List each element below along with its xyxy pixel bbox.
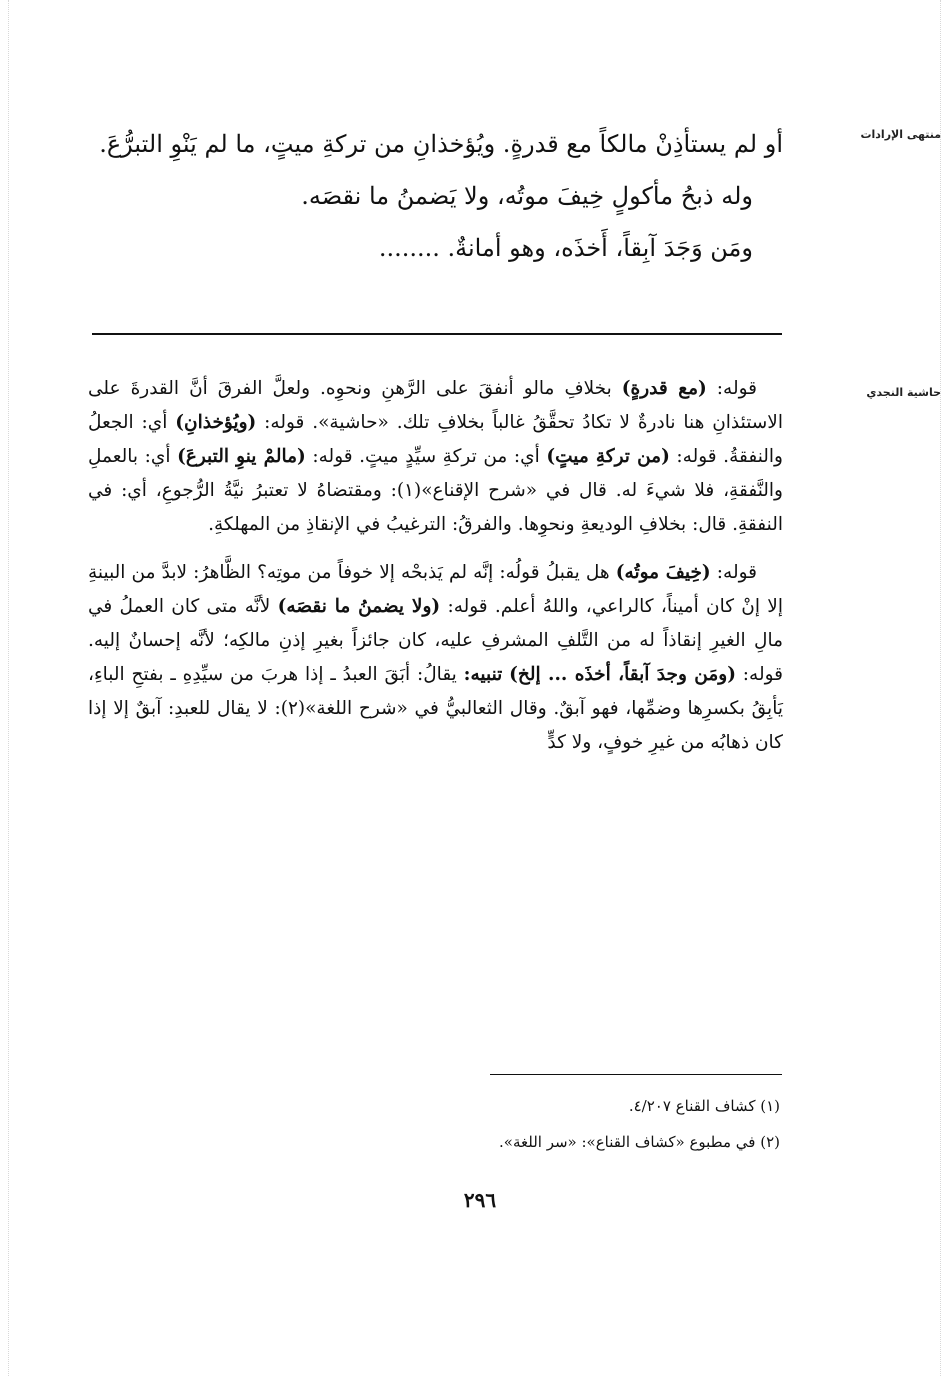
separator-rule bbox=[92, 333, 782, 335]
page-number: ٢٩٦ bbox=[463, 1188, 497, 1212]
scan-guide bbox=[8, 0, 9, 1376]
commentary-run: أي: الجعلُ والنفقةُ. قوله: bbox=[88, 412, 783, 467]
commentary-quote: (مع قدرةٍ) bbox=[621, 378, 707, 399]
commentary-quote: (من تركةِ ميتٍ) bbox=[546, 446, 670, 467]
scan-guide bbox=[940, 0, 941, 1376]
footnote-rule bbox=[490, 1074, 782, 1075]
commentary-run: يقالُ: أبَقَ العبدُ ـ إذا هربَ من سيِّدِهِ ـ بفتحِ الباءِ، يَأبِقُ بكسرِها وضمِّها، فهو آبقٌ. وقال الثعالبيُّ في «شرح اللغة»(٢): لا يقال للعبدِ: آبقٌ إلا إذا كان ذهابُه من غيرِ خوفٍ، ولا كدٍّ bbox=[88, 664, 783, 753]
commentary-quote: (مالمْ ينوِ التبرعَ) bbox=[177, 446, 306, 467]
commentary-quote: (خِيفَ موتُه) bbox=[615, 562, 711, 583]
main-text-line: ومَن وَجَدَ آبِقاً، أَخذَه، وهو أمانةٌ. ........ bbox=[378, 234, 753, 262]
commentary-run: لأنَّه متى كان العملُ في مالِ الغيرِ إنقاذاً له من التَّلفِ المشرفِ عليه، كان جائزاً بغيرِ إذنِ مالكِه؛ لأنَّه إحسانٌ إليه. قوله: bbox=[88, 596, 783, 685]
commentary-quote: (ولا يضمنُ ما نقصَه) bbox=[277, 596, 441, 617]
main-text-line: أو لم يستأذِنْ مالكاً مع قدرةٍ. ويُؤخذانِ من تركةِ ميتٍ، ما لم يَنْوِ التبرُّعَ. bbox=[99, 130, 783, 158]
commentary-quote: (ومَن وجدَ آبقاً، أخذَه ... إلخ) bbox=[509, 664, 736, 685]
commentary-text bbox=[88, 372, 783, 760]
main-text bbox=[88, 118, 783, 274]
side-label-commentary: حاشية النجدي bbox=[866, 386, 941, 399]
commentary-run: قوله: bbox=[710, 562, 757, 583]
commentary-run: أي: بالعملِ والنَّفقةِ، فلا شيءَ له. قال في «شرح الإقناع»(١): ومقتضاهُ لا تعتبرُ نيَّةُ الرُّجوعِ، أي: في النفقةِ. قال: بخلافِ الوديعةِ ونحوِها. والفرقُ: الترغيبُ في الإنقاذِ من المهلكةِ. bbox=[88, 446, 783, 535]
footnotes bbox=[400, 1088, 780, 1160]
commentary-paragraph bbox=[88, 372, 783, 542]
commentary-run: قوله: bbox=[706, 378, 757, 399]
commentary-paragraph bbox=[88, 556, 783, 760]
commentary-run: أي: من تركةِ سيِّدٍ ميتٍ. قوله: bbox=[305, 446, 547, 467]
commentary-run: بخلافِ مالو أنفقَ على الرَّهنِ ونحوِه. ولعلَّ الفرقَ أنَّ القدرةَ على الاستئذانِ هنا نادرةٌ لا تكادُ تحقَّقُ غالباً بخلافِ تلك. «حاشية». قوله: bbox=[88, 378, 783, 433]
main-text-line: وله ذبحُ مأكولٍ خِيفَ موتُه، ولا يَضمنُ ما نقصَه. bbox=[301, 182, 753, 210]
commentary-quote: تنبيه: bbox=[463, 664, 503, 685]
side-label-book-title: منتهى الإرادات bbox=[860, 128, 941, 141]
footnote: (٢) في مطبوع «كشاف القناع»: «سر اللغة». bbox=[499, 1133, 780, 1151]
commentary-run: هل يقبلُ قولُه: إنَّه لم يَذبحْه إلا خوفاً من موتِه؟ الظَّاهرُ: لابدَّ من البينةِ إلا إنْ كان أميناً، كالراعي، واللهُ أعلم. قوله: bbox=[88, 562, 783, 617]
footnote: (١) كشاف القناع ٤/٢٠٧. bbox=[628, 1097, 780, 1115]
commentary-quote: (ويُؤخذانِ) bbox=[175, 412, 257, 433]
